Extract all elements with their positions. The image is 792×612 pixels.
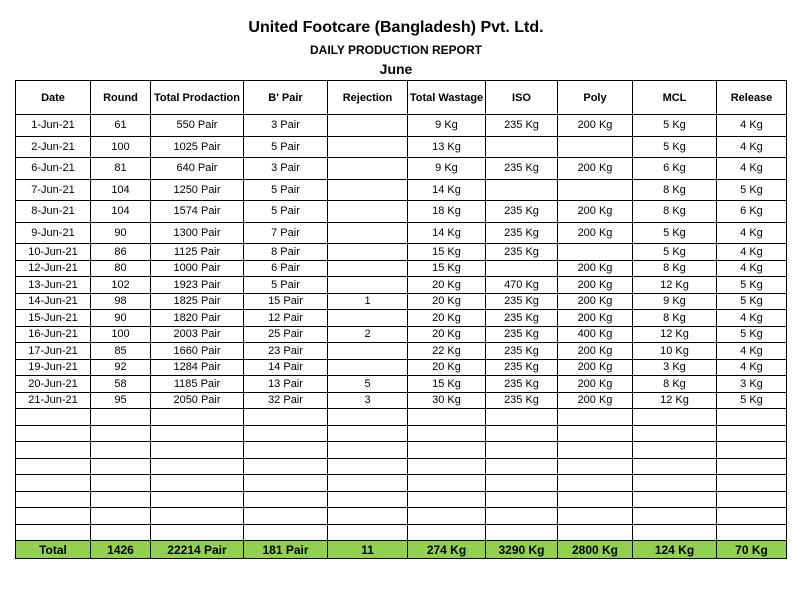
cell-b-pair: 5 Pair (244, 179, 328, 201)
empty-cell (151, 409, 244, 426)
empty-cell (16, 524, 91, 541)
cell-b-pair: 5 Pair (244, 201, 328, 223)
empty-cell (486, 442, 558, 459)
cell-release: 6 Kg (717, 201, 787, 223)
empty-cell (91, 491, 151, 508)
cell-b-pair: 32 Pair (244, 392, 328, 409)
empty-cell (408, 409, 486, 426)
cell-release: 4 Kg (717, 310, 787, 327)
cell-release: 5 Kg (717, 293, 787, 310)
cell-total-wastage: 15 Kg (408, 244, 486, 261)
total-poly: 2800 Kg (558, 541, 633, 559)
cell-total-wastage: 9 Kg (408, 158, 486, 180)
empty-cell (244, 442, 328, 459)
cell-total-wastage: 20 Kg (408, 359, 486, 376)
empty-cell (558, 524, 633, 541)
cell-date: 8-Jun-21 (16, 201, 91, 223)
cell-total-wastage: 14 Kg (408, 222, 486, 244)
cell-total-wastage: 15 Kg (408, 376, 486, 393)
empty-cell (486, 425, 558, 442)
cell-mcl: 5 Kg (633, 136, 717, 158)
empty-cell (91, 409, 151, 426)
cell-b-pair: 3 Pair (244, 115, 328, 137)
cell-date: 14-Jun-21 (16, 293, 91, 310)
cell-round: 100 (91, 326, 151, 343)
cell-iso: 235 Kg (486, 392, 558, 409)
cell-b-pair: 6 Pair (244, 260, 328, 277)
empty-cell (16, 425, 91, 442)
cell-poly (558, 136, 633, 158)
cell-release: 5 Kg (717, 392, 787, 409)
cell-rejection (328, 158, 408, 180)
cell-total-production: 640 Pair (151, 158, 244, 180)
empty-cell (16, 475, 91, 492)
empty-cell (244, 425, 328, 442)
cell-poly: 200 Kg (558, 158, 633, 180)
cell-release: 4 Kg (717, 222, 787, 244)
cell-date: 9-Jun-21 (16, 222, 91, 244)
empty-cell (151, 425, 244, 442)
col-header-iso: ISO (486, 81, 558, 115)
cell-total-wastage: 15 Kg (408, 260, 486, 277)
cell-poly (558, 179, 633, 201)
table-row (16, 201, 787, 223)
cell-total-production: 1825 Pair (151, 293, 244, 310)
empty-cell (486, 508, 558, 525)
empty-cell (328, 458, 408, 475)
total-rejection: 11 (328, 541, 408, 559)
cell-iso (486, 260, 558, 277)
cell-b-pair: 23 Pair (244, 343, 328, 360)
cell-poly: 200 Kg (558, 277, 633, 294)
table-row (16, 158, 787, 180)
empty-cell (486, 458, 558, 475)
total-b-pair: 181 Pair (244, 541, 328, 559)
empty-cell (16, 409, 91, 426)
table-row (16, 376, 787, 393)
cell-b-pair: 15 Pair (244, 293, 328, 310)
cell-date: 12-Jun-21 (16, 260, 91, 277)
empty-cell (633, 458, 717, 475)
cell-release: 5 Kg (717, 326, 787, 343)
cell-mcl: 5 Kg (633, 115, 717, 137)
cell-mcl: 5 Kg (633, 244, 717, 261)
cell-iso: 235 Kg (486, 293, 558, 310)
cell-iso: 235 Kg (486, 376, 558, 393)
header-row (16, 81, 787, 115)
cell-rejection: 2 (328, 326, 408, 343)
empty-cell (486, 409, 558, 426)
table-row (16, 310, 787, 327)
empty-row (16, 475, 787, 492)
col-header-mcl: MCL (633, 81, 717, 115)
cell-round: 80 (91, 260, 151, 277)
cell-total-production: 1185 Pair (151, 376, 244, 393)
cell-iso (486, 136, 558, 158)
cell-iso: 235 Kg (486, 201, 558, 223)
cell-mcl: 10 Kg (633, 343, 717, 360)
cell-iso: 235 Kg (486, 359, 558, 376)
cell-poly: 200 Kg (558, 260, 633, 277)
empty-cell (244, 524, 328, 541)
table-row (16, 136, 787, 158)
total-release: 70 Kg (717, 541, 787, 559)
cell-iso: 235 Kg (486, 326, 558, 343)
total-wastage: 274 Kg (408, 541, 486, 559)
cell-total-production: 1025 Pair (151, 136, 244, 158)
cell-rejection: 3 (328, 392, 408, 409)
empty-cell (328, 475, 408, 492)
cell-poly: 200 Kg (558, 222, 633, 244)
cell-mcl: 3 Kg (633, 359, 717, 376)
total-production: 22214 Pair (151, 541, 244, 559)
table-row (16, 115, 787, 137)
cell-b-pair: 3 Pair (244, 158, 328, 180)
table-row (16, 222, 787, 244)
empty-cell (408, 508, 486, 525)
empty-cell (91, 458, 151, 475)
cell-date: 19-Jun-21 (16, 359, 91, 376)
cell-round: 102 (91, 277, 151, 294)
col-header-poly: Poly (558, 81, 633, 115)
cell-round: 104 (91, 201, 151, 223)
empty-cell (633, 442, 717, 459)
cell-rejection (328, 343, 408, 360)
cell-total-wastage: 20 Kg (408, 293, 486, 310)
cell-round: 86 (91, 244, 151, 261)
empty-cell (151, 508, 244, 525)
cell-date: 20-Jun-21 (16, 376, 91, 393)
cell-rejection (328, 277, 408, 294)
empty-cell (408, 458, 486, 475)
cell-iso: 235 Kg (486, 158, 558, 180)
table-row (16, 277, 787, 294)
col-header-total-wastage: Total Wastage (408, 81, 486, 115)
cell-mcl: 8 Kg (633, 376, 717, 393)
empty-cell (633, 425, 717, 442)
cell-date: 21-Jun-21 (16, 392, 91, 409)
cell-round: 58 (91, 376, 151, 393)
cell-mcl: 8 Kg (633, 179, 717, 201)
cell-iso: 235 Kg (486, 222, 558, 244)
table-row (16, 179, 787, 201)
cell-total-wastage: 20 Kg (408, 310, 486, 327)
cell-total-wastage: 13 Kg (408, 136, 486, 158)
cell-release: 3 Kg (717, 376, 787, 393)
empty-cell (408, 425, 486, 442)
empty-cell (558, 475, 633, 492)
empty-cell (717, 491, 787, 508)
cell-rejection (328, 310, 408, 327)
cell-total-production: 1300 Pair (151, 222, 244, 244)
cell-release: 4 Kg (717, 359, 787, 376)
empty-row (16, 458, 787, 475)
table-row (16, 326, 787, 343)
empty-cell (244, 409, 328, 426)
cell-round: 95 (91, 392, 151, 409)
cell-round: 90 (91, 310, 151, 327)
empty-cell (244, 458, 328, 475)
cell-poly: 200 Kg (558, 115, 633, 137)
cell-total-wastage: 14 Kg (408, 179, 486, 201)
cell-poly: 200 Kg (558, 376, 633, 393)
cell-rejection: 5 (328, 376, 408, 393)
cell-total-production: 1284 Pair (151, 359, 244, 376)
cell-rejection (328, 260, 408, 277)
empty-cell (328, 491, 408, 508)
cell-round: 92 (91, 359, 151, 376)
cell-iso: 235 Kg (486, 115, 558, 137)
empty-cell (151, 475, 244, 492)
cell-total-wastage: 18 Kg (408, 201, 486, 223)
cell-round: 61 (91, 115, 151, 137)
cell-mcl: 8 Kg (633, 201, 717, 223)
cell-mcl: 9 Kg (633, 293, 717, 310)
cell-poly: 200 Kg (558, 293, 633, 310)
report-month: June (379, 61, 413, 77)
cell-mcl: 12 Kg (633, 326, 717, 343)
empty-cell (408, 491, 486, 508)
cell-b-pair: 5 Pair (244, 136, 328, 158)
cell-total-wastage: 9 Kg (408, 115, 486, 137)
cell-total-production: 1250 Pair (151, 179, 244, 201)
empty-cell (633, 475, 717, 492)
cell-round: 98 (91, 293, 151, 310)
cell-poly: 200 Kg (558, 310, 633, 327)
cell-mcl: 12 Kg (633, 392, 717, 409)
empty-cell (16, 442, 91, 459)
empty-cell (408, 475, 486, 492)
cell-total-production: 1125 Pair (151, 244, 244, 261)
cell-release: 4 Kg (717, 158, 787, 180)
cell-b-pair: 5 Pair (244, 277, 328, 294)
cell-date: 15-Jun-21 (16, 310, 91, 327)
table-row (16, 343, 787, 360)
cell-release: 4 Kg (717, 244, 787, 261)
empty-cell (328, 508, 408, 525)
cell-iso: 235 Kg (486, 343, 558, 360)
cell-release: 4 Kg (717, 343, 787, 360)
cell-total-production: 2050 Pair (151, 392, 244, 409)
empty-cell (558, 491, 633, 508)
cell-date: 10-Jun-21 (16, 244, 91, 261)
cell-total-production: 1923 Pair (151, 277, 244, 294)
empty-cell (486, 491, 558, 508)
cell-iso: 235 Kg (486, 310, 558, 327)
cell-iso: 470 Kg (486, 277, 558, 294)
cell-b-pair: 7 Pair (244, 222, 328, 244)
empty-cell (633, 491, 717, 508)
cell-rejection (328, 359, 408, 376)
empty-cell (151, 442, 244, 459)
total-mcl: 124 Kg (633, 541, 717, 559)
cell-total-production: 550 Pair (151, 115, 244, 137)
cell-poly: 200 Kg (558, 392, 633, 409)
empty-cell (717, 425, 787, 442)
cell-total-production: 1660 Pair (151, 343, 244, 360)
cell-mcl: 8 Kg (633, 310, 717, 327)
empty-cell (717, 475, 787, 492)
cell-total-production: 1000 Pair (151, 260, 244, 277)
empty-cell (633, 409, 717, 426)
col-header-total-production: Total Prodaction (151, 81, 244, 115)
table-row (16, 392, 787, 409)
cell-date: 1-Jun-21 (16, 115, 91, 137)
table-row (16, 359, 787, 376)
empty-cell (91, 508, 151, 525)
col-header-release: Release (717, 81, 787, 115)
empty-cell (558, 508, 633, 525)
cell-rejection (328, 201, 408, 223)
cell-poly (558, 244, 633, 261)
col-header-rejection: Rejection (328, 81, 408, 115)
cell-date: 16-Jun-21 (16, 326, 91, 343)
empty-cell (486, 475, 558, 492)
cell-rejection (328, 244, 408, 261)
empty-cell (633, 524, 717, 541)
cell-iso: 235 Kg (486, 244, 558, 261)
cell-rejection (328, 115, 408, 137)
empty-cell (486, 524, 558, 541)
cell-release: 4 Kg (717, 115, 787, 137)
table-row (16, 260, 787, 277)
empty-row (16, 425, 787, 442)
cell-rejection: 1 (328, 293, 408, 310)
empty-cell (91, 524, 151, 541)
empty-cell (408, 524, 486, 541)
cell-b-pair: 13 Pair (244, 376, 328, 393)
cell-round: 81 (91, 158, 151, 180)
col-header-date: Date (16, 81, 91, 115)
report-title: DAILY PRODUCTION REPORT (309, 43, 483, 57)
total-row (16, 541, 787, 559)
cell-poly: 200 Kg (558, 343, 633, 360)
empty-cell (717, 508, 787, 525)
empty-row (16, 409, 787, 426)
cell-mcl: 12 Kg (633, 277, 717, 294)
empty-cell (151, 491, 244, 508)
cell-mcl: 6 Kg (633, 158, 717, 180)
cell-release: 4 Kg (717, 260, 787, 277)
empty-cell (244, 508, 328, 525)
cell-rejection (328, 179, 408, 201)
empty-cell (633, 508, 717, 525)
cell-b-pair: 12 Pair (244, 310, 328, 327)
cell-total-wastage: 20 Kg (408, 277, 486, 294)
cell-poly: 200 Kg (558, 201, 633, 223)
total-iso: 3290 Kg (486, 541, 558, 559)
empty-row (16, 442, 787, 459)
cell-poly: 200 Kg (558, 359, 633, 376)
table-row (16, 244, 787, 261)
cell-date: 13-Jun-21 (16, 277, 91, 294)
empty-cell (244, 475, 328, 492)
empty-cell (717, 458, 787, 475)
cell-total-production: 1820 Pair (151, 310, 244, 327)
empty-cell (558, 458, 633, 475)
cell-rejection (328, 136, 408, 158)
table-body (16, 115, 787, 541)
empty-cell (328, 425, 408, 442)
cell-round: 90 (91, 222, 151, 244)
empty-cell (717, 409, 787, 426)
cell-total-production: 1574 Pair (151, 201, 244, 223)
cell-b-pair: 14 Pair (244, 359, 328, 376)
cell-total-wastage: 20 Kg (408, 326, 486, 343)
cell-date: 2-Jun-21 (16, 136, 91, 158)
total-round: 1426 (91, 541, 151, 559)
cell-total-wastage: 22 Kg (408, 343, 486, 360)
empty-cell (328, 524, 408, 541)
cell-rejection (328, 222, 408, 244)
empty-cell (558, 409, 633, 426)
empty-cell (328, 442, 408, 459)
total-label: Total (16, 541, 91, 559)
cell-round: 104 (91, 179, 151, 201)
cell-release: 5 Kg (717, 179, 787, 201)
empty-cell (558, 442, 633, 459)
cell-b-pair: 8 Pair (244, 244, 328, 261)
empty-cell (717, 524, 787, 541)
empty-cell (16, 491, 91, 508)
cell-release: 5 Kg (717, 277, 787, 294)
cell-date: 6-Jun-21 (16, 158, 91, 180)
cell-round: 100 (91, 136, 151, 158)
production-table (15, 80, 787, 559)
cell-total-wastage: 30 Kg (408, 392, 486, 409)
cell-poly: 400 Kg (558, 326, 633, 343)
cell-round: 85 (91, 343, 151, 360)
cell-mcl: 5 Kg (633, 222, 717, 244)
cell-date: 17-Jun-21 (16, 343, 91, 360)
cell-release: 4 Kg (717, 136, 787, 158)
cell-total-production: 2003 Pair (151, 326, 244, 343)
empty-cell (91, 442, 151, 459)
company-name: United Footcare (Bangladesh) Pvt. Ltd. (248, 19, 544, 36)
empty-row (16, 508, 787, 525)
empty-cell (408, 442, 486, 459)
empty-cell (151, 524, 244, 541)
cell-mcl: 8 Kg (633, 260, 717, 277)
table-row (16, 293, 787, 310)
cell-b-pair: 25 Pair (244, 326, 328, 343)
empty-cell (151, 458, 244, 475)
empty-cell (244, 491, 328, 508)
cell-iso (486, 179, 558, 201)
empty-cell (328, 409, 408, 426)
empty-cell (717, 442, 787, 459)
empty-cell (91, 475, 151, 492)
col-header-b-pair: B' Pair (244, 81, 328, 115)
empty-cell (91, 425, 151, 442)
empty-cell (16, 458, 91, 475)
empty-cell (558, 425, 633, 442)
empty-cell (16, 508, 91, 525)
cell-date: 7-Jun-21 (16, 179, 91, 201)
empty-row (16, 491, 787, 508)
empty-row (16, 524, 787, 541)
col-header-round: Round (91, 81, 151, 115)
